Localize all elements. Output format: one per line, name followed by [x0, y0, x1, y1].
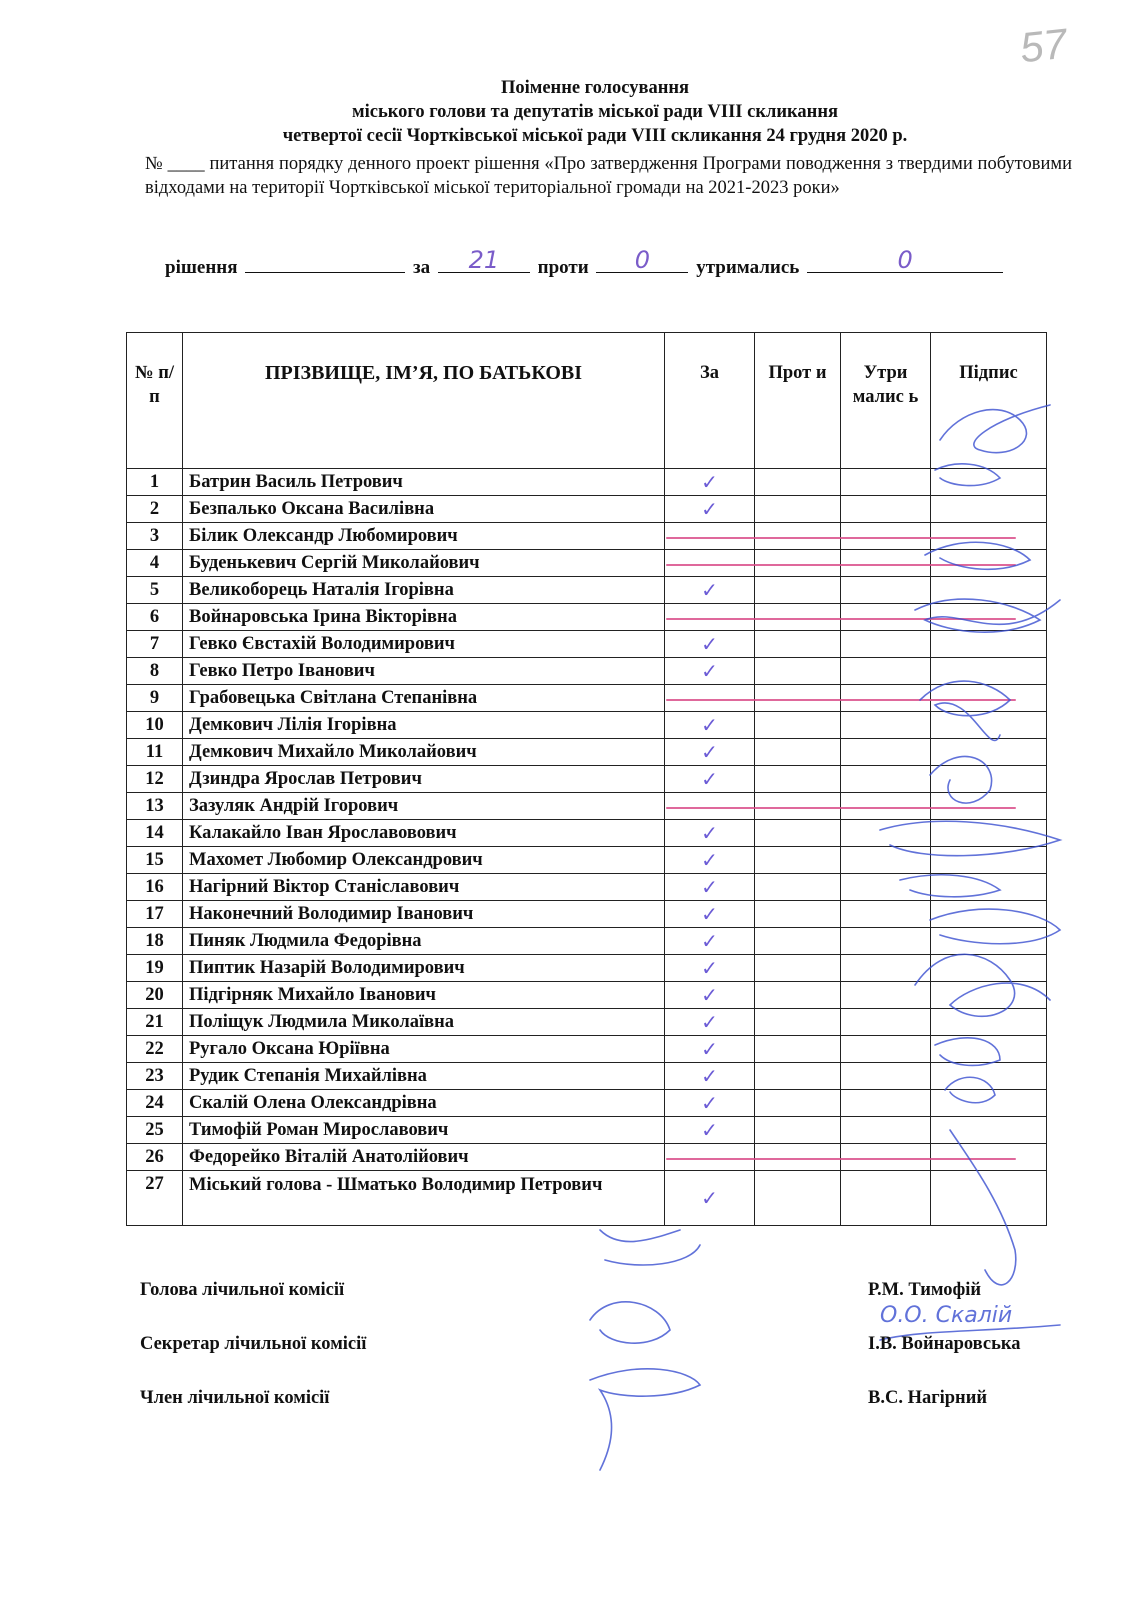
table-row [127, 469, 1047, 496]
row-name: Міський голова - Шматько Володимир Петрович [183, 1171, 665, 1226]
row-number: 27 [127, 1171, 183, 1226]
signature-cell [931, 955, 1047, 982]
vote-against-cell [755, 928, 841, 955]
row-name: Наконечний Володимир Іванович [183, 901, 665, 928]
vote-abstained-cell [841, 496, 931, 523]
vote-against-cell [755, 766, 841, 793]
against-value: 0 [634, 246, 651, 274]
table-row [127, 496, 1047, 523]
vote-against-cell [755, 550, 841, 577]
vote-abstained-cell [841, 1063, 931, 1090]
signature-scribble [590, 1302, 670, 1343]
row-name: Білик Олександр Любомирович [183, 523, 665, 550]
table-row [127, 685, 1047, 712]
vote-for-mark: ✓ [665, 712, 755, 739]
against-label: проти [537, 257, 589, 278]
row-name: Великоборець Наталія Ігорівна [183, 577, 665, 604]
vote-against-cell [755, 1171, 841, 1226]
vote-against-cell [755, 793, 841, 820]
table-row [127, 793, 1047, 820]
row-name: Безпалько Оксана Василівна [183, 496, 665, 523]
table-row [127, 1171, 1047, 1226]
decision-label: рішення [165, 257, 238, 278]
row-name: Грабовецька Світлана Степанівна [183, 685, 665, 712]
table-row [127, 901, 1047, 928]
vote-abstained-cell [841, 550, 931, 577]
col-header-num: № п/п [127, 333, 183, 469]
signature-cell [931, 847, 1047, 874]
vote-for-mark: ✓ [665, 1063, 755, 1090]
signature-cell [931, 550, 1047, 577]
signature-cell [931, 901, 1047, 928]
vote-abstained-cell [841, 928, 931, 955]
vote-abstained-cell [841, 523, 931, 550]
abstained-blank [807, 246, 1003, 274]
vote-for-mark: ✓ [665, 1090, 755, 1117]
vote-abstained-cell [841, 1036, 931, 1063]
member-role: Член лічильної комісії [140, 1388, 330, 1408]
vote-for-mark: ✓ [665, 982, 755, 1009]
vote-for-mark: ✓ [665, 874, 755, 901]
vote-against-cell [755, 874, 841, 901]
vote-against-cell [755, 1063, 841, 1090]
table-row [127, 1090, 1047, 1117]
vote-abstained-cell [841, 658, 931, 685]
row-number: 4 [127, 550, 183, 577]
row-number: 18 [127, 928, 183, 955]
for-label: за [413, 257, 431, 278]
vote-against-cell [755, 685, 841, 712]
vote-for-mark: ✓ [665, 577, 755, 604]
vote-abstained-cell [841, 469, 931, 496]
handwritten-note: О.О. Скалій [880, 1303, 1013, 1328]
table-row [127, 982, 1047, 1009]
chair-name: Р.М. Тимофій [868, 1280, 982, 1300]
against-blank [596, 246, 688, 274]
vote-for-mark [665, 550, 755, 577]
vote-abstained-cell [841, 766, 931, 793]
vote-for-mark [665, 685, 755, 712]
vote-for-mark: ✓ [665, 469, 755, 496]
vote-abstained-cell [841, 820, 931, 847]
vote-against-cell [755, 577, 841, 604]
vote-against-cell [755, 1117, 841, 1144]
table-row [127, 658, 1047, 685]
row-name: Войнаровська Ірина Вікторівна [183, 604, 665, 631]
vote-abstained-cell [841, 1090, 931, 1117]
row-number: 13 [127, 793, 183, 820]
row-number: 1 [127, 469, 183, 496]
row-number: 11 [127, 739, 183, 766]
row-number: 8 [127, 658, 183, 685]
table-row [127, 874, 1047, 901]
row-name: Махомет Любомир Олександрович [183, 847, 665, 874]
vote-for-mark: ✓ [665, 955, 755, 982]
signature-cell [931, 874, 1047, 901]
table-row [127, 820, 1047, 847]
vote-for-mark: ✓ [665, 1171, 755, 1226]
member-name: В.С. Нагірний [868, 1388, 988, 1408]
signature-cell [931, 1171, 1047, 1226]
title-line-3: четвертої сесії Чортківської міської ради VIII скликання 24 грудня 2020 р. [282, 126, 908, 146]
vote-against-cell [755, 523, 841, 550]
vote-abstained-cell [841, 685, 931, 712]
signature-cell [931, 820, 1047, 847]
row-name: Скалій Олена Олександрівна [183, 1090, 665, 1117]
vote-for-mark: ✓ [665, 1009, 755, 1036]
vote-against-cell [755, 739, 841, 766]
signature-cell [931, 712, 1047, 739]
row-name: Демкович Лілія Ігорівна [183, 712, 665, 739]
signature-cell [931, 604, 1047, 631]
row-number: 16 [127, 874, 183, 901]
row-name: Дзиндра Ярослав Петрович [183, 766, 665, 793]
table-row [127, 928, 1047, 955]
row-name: Федорейко Віталій Анатолійович [183, 1144, 665, 1171]
row-name: Демкович Михайло Миколайович [183, 739, 665, 766]
row-number: 17 [127, 901, 183, 928]
row-name: Поліщук Людмила Миколаївна [183, 1009, 665, 1036]
row-name: Нагірний Віктор Станіславович [183, 874, 665, 901]
row-number: 15 [127, 847, 183, 874]
row-number: 20 [127, 982, 183, 1009]
vote-against-cell [755, 901, 841, 928]
signature-cell [931, 658, 1047, 685]
table-row [127, 1117, 1047, 1144]
row-number: 12 [127, 766, 183, 793]
vote-against-cell [755, 982, 841, 1009]
vote-abstained-cell [841, 577, 931, 604]
row-name: Гевко Євстахій Володимирович [183, 631, 665, 658]
signature-cell [931, 739, 1047, 766]
vote-against-cell [755, 847, 841, 874]
vote-abstained-cell [841, 847, 931, 874]
vote-for-mark: ✓ [665, 1036, 755, 1063]
agenda-question: № ____ питання порядку денного проект рішення «Про затвердження Програми поводження з твердими побутовими відходами на території Чортківської міської територіальної громади на 2021-2023 роки» [145, 154, 1072, 198]
vote-results [165, 246, 1065, 279]
signature-cell [931, 631, 1047, 658]
for-blank [438, 246, 530, 274]
row-name: Батрин Василь Петрович [183, 469, 665, 496]
row-name: Рудик Степанія Михайлівна [183, 1063, 665, 1090]
vote-for-mark [665, 1144, 755, 1171]
row-name: Тимофій Роман Мирославович [183, 1117, 665, 1144]
table-row [127, 550, 1047, 577]
vote-abstained-cell [841, 1144, 931, 1171]
row-number: 9 [127, 685, 183, 712]
vote-for-mark: ✓ [665, 631, 755, 658]
table-row [127, 631, 1047, 658]
row-number: 2 [127, 496, 183, 523]
signature-scribble [590, 1369, 700, 1470]
row-name: Підгірняк Михайло Іванович [183, 982, 665, 1009]
row-name: Буденькевич Сергій Миколайович [183, 550, 665, 577]
table-header-row [127, 333, 1047, 469]
row-number: 5 [127, 577, 183, 604]
vote-for-mark: ✓ [665, 1117, 755, 1144]
row-number: 26 [127, 1144, 183, 1171]
table-row [127, 955, 1047, 982]
signature-cell [931, 793, 1047, 820]
signature-cell [931, 766, 1047, 793]
vote-abstained-cell [841, 793, 931, 820]
row-number: 23 [127, 1063, 183, 1090]
table-row [127, 1009, 1047, 1036]
abstained-value: 0 [897, 246, 913, 274]
chair-role: Голова лічильної комісії [140, 1280, 345, 1300]
vote-abstained-cell [841, 1171, 931, 1226]
vote-abstained-cell [841, 739, 931, 766]
vote-for-mark: ✓ [665, 847, 755, 874]
vote-abstained-cell [841, 712, 931, 739]
row-name: Зазуляк Андрій Ігорович [183, 793, 665, 820]
col-header-abstained: Утри малис ь [841, 333, 931, 469]
table-row [127, 1036, 1047, 1063]
vote-against-cell [755, 712, 841, 739]
vote-against-cell [755, 820, 841, 847]
vote-against-cell [755, 604, 841, 631]
secretary-role: Секретар лічильної комісії [140, 1334, 367, 1354]
vote-for-mark [665, 523, 755, 550]
signature-cell [931, 928, 1047, 955]
vote-for-mark: ✓ [665, 658, 755, 685]
vote-abstained-cell [841, 901, 931, 928]
row-number: 10 [127, 712, 183, 739]
vote-abstained-cell [841, 982, 931, 1009]
roll-call-table [126, 332, 1047, 1226]
signature-cell [931, 496, 1047, 523]
row-number: 3 [127, 523, 183, 550]
vote-for-mark: ✓ [665, 739, 755, 766]
vote-against-cell [755, 1036, 841, 1063]
table-row [127, 604, 1047, 631]
col-header-signature: Підпис [931, 333, 1047, 469]
table-row [127, 523, 1047, 550]
signature-cell [931, 1090, 1047, 1117]
table-row [127, 712, 1047, 739]
table-row [127, 1144, 1047, 1171]
document-title [140, 76, 1050, 148]
vote-abstained-cell [841, 631, 931, 658]
col-header-name: ПРІЗВИЩЕ, ІМ’Я, ПО БАТЬКОВІ [183, 333, 665, 469]
row-name: Пиняк Людмила Федорівна [183, 928, 665, 955]
vote-abstained-cell [841, 955, 931, 982]
col-header-against: Прот и [755, 333, 841, 469]
vote-against-cell [755, 1090, 841, 1117]
vote-against-cell [755, 1144, 841, 1171]
table-row [127, 847, 1047, 874]
table-row [127, 577, 1047, 604]
vote-for-mark [665, 793, 755, 820]
vote-for-mark: ✓ [665, 766, 755, 793]
vote-abstained-cell [841, 604, 931, 631]
row-number: 21 [127, 1009, 183, 1036]
abstained-label: утримались [696, 257, 800, 278]
secretary-name: І.В. Войнаровська [868, 1334, 1021, 1354]
signature-cell [931, 469, 1047, 496]
row-name: Калакайло Іван Ярославовович [183, 820, 665, 847]
vote-against-cell [755, 1009, 841, 1036]
signature-cell [931, 577, 1047, 604]
signature-cell [931, 523, 1047, 550]
signature-cell [931, 685, 1047, 712]
for-value: 21 [468, 246, 500, 274]
row-number: 22 [127, 1036, 183, 1063]
table-row [127, 739, 1047, 766]
vote-for-mark [665, 604, 755, 631]
vote-against-cell [755, 658, 841, 685]
row-name: Ругало Оксана Юріївна [183, 1036, 665, 1063]
title-line-2: міського голови та депутатів міської ради VIII скликання [352, 102, 838, 122]
vote-abstained-cell [841, 1009, 931, 1036]
vote-against-cell [755, 631, 841, 658]
signature-cell [931, 1036, 1047, 1063]
page-number: 57 [1017, 19, 1069, 72]
title-line-1: Поіменне голосування [500, 78, 690, 98]
col-header-for: За [665, 333, 755, 469]
signature-cell [931, 1144, 1047, 1171]
row-number: 14 [127, 820, 183, 847]
vote-against-cell [755, 496, 841, 523]
vote-for-mark: ✓ [665, 901, 755, 928]
row-number: 24 [127, 1090, 183, 1117]
vote-for-mark: ✓ [665, 496, 755, 523]
signature-cell [931, 1009, 1047, 1036]
vote-for-mark: ✓ [665, 820, 755, 847]
row-number: 25 [127, 1117, 183, 1144]
vote-against-cell [755, 469, 841, 496]
signature-cell [931, 1063, 1047, 1090]
row-number: 19 [127, 955, 183, 982]
vote-abstained-cell [841, 1117, 931, 1144]
row-name: Гевко Петро Іванович [183, 658, 665, 685]
row-number: 6 [127, 604, 183, 631]
row-number: 7 [127, 631, 183, 658]
row-name: Пиптик Назарій Володимирович [183, 955, 665, 982]
signature-cell [931, 982, 1047, 1009]
decision-blank [245, 254, 405, 273]
signature-scribble [600, 1230, 700, 1265]
vote-against-cell [755, 955, 841, 982]
vote-abstained-cell [841, 874, 931, 901]
signature-cell [931, 1117, 1047, 1144]
table-row [127, 766, 1047, 793]
table-row [127, 1063, 1047, 1090]
vote-for-mark: ✓ [665, 928, 755, 955]
